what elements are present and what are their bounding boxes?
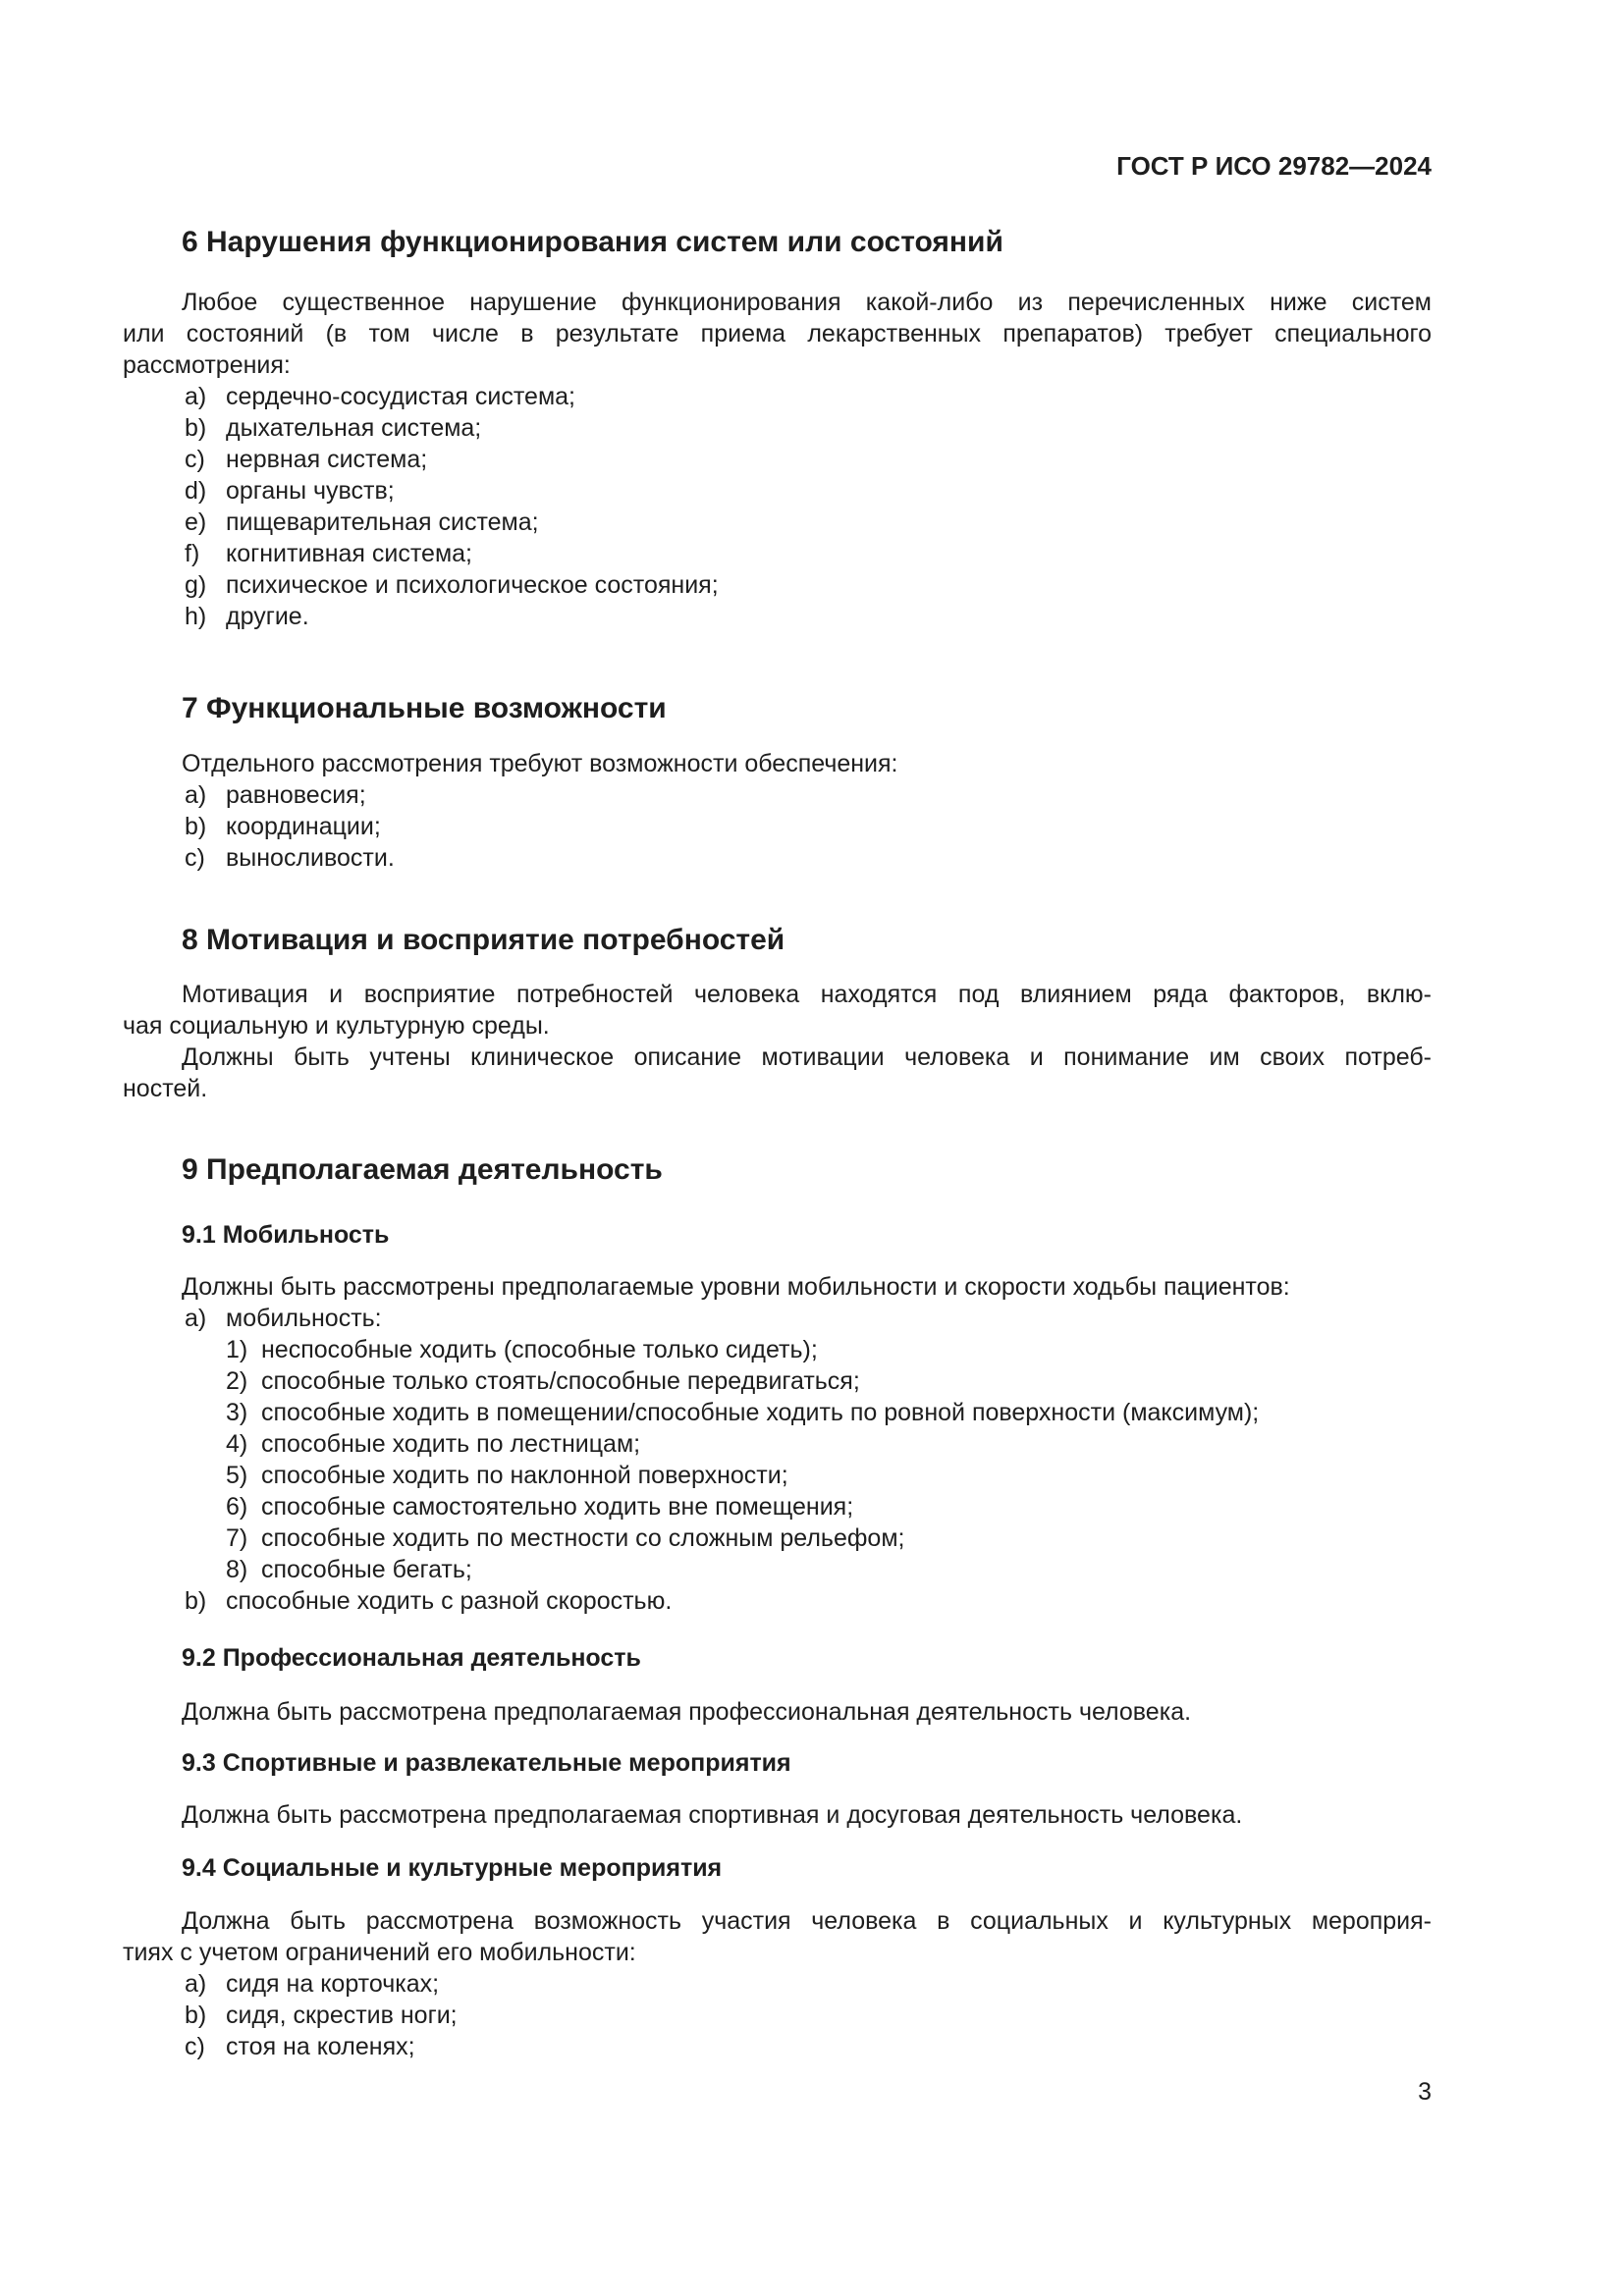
list-item-text: способные ходить по лестницам;	[261, 1430, 641, 1458]
list-item-text: неспособные ходить (способные только сидеть);	[261, 1336, 818, 1363]
list-item	[123, 601, 1432, 632]
list-item-text: пищеварительная система;	[226, 508, 539, 536]
list-item-text: равновесия;	[226, 781, 366, 809]
list-item-text: способные ходить с разной скоростью.	[226, 1587, 673, 1615]
list-marker: d)	[185, 477, 207, 505]
list-item	[123, 1968, 1432, 2000]
list-item-text: сердечно-сосудистая система;	[226, 383, 575, 410]
list-marker: 6)	[226, 1493, 248, 1521]
page-content	[123, 150, 1432, 2108]
list-item	[123, 2000, 1432, 2031]
chapter-6-title: 6 Нарушения функционирования систем или состояний	[182, 226, 1003, 258]
paragraph-line: Должна быть рассмотрена возможность участия человека в социальных и культурных мероприя-	[182, 1907, 1432, 1935]
list-marker: 7)	[226, 1524, 248, 1552]
list-marker: 5)	[226, 1462, 248, 1489]
list-marker: b)	[185, 1587, 207, 1615]
page-number: 3	[1418, 2078, 1432, 2106]
list-subitem	[123, 1522, 1432, 1554]
list-marker: 3)	[226, 1399, 248, 1426]
list-marker: b)	[185, 2002, 207, 2029]
subsection-9-4-title: 9.4 Социальные и культурные мероприятия	[182, 1854, 723, 1882]
list-item-text: способные ходить по местности со сложным рельефом;	[261, 1524, 905, 1552]
paragraph-line: Любое существенное нарушение функционирования какой-либо из перечисленных ниже систем	[182, 289, 1432, 316]
list-item	[123, 842, 1432, 874]
list-item-text: мобильность:	[226, 1305, 382, 1332]
list-subitem	[123, 1397, 1432, 1428]
list-marker: c)	[185, 844, 205, 872]
list-item-text: сидя на корточках;	[226, 1970, 440, 1998]
list-item-text: другие.	[226, 603, 309, 630]
list-item-text: стоя на коленях;	[226, 2033, 415, 2060]
list-marker: a)	[185, 1970, 207, 1998]
list-item	[123, 475, 1432, 507]
list-item-text: нервная система;	[226, 446, 428, 473]
paragraph-line: рассмотрения:	[123, 351, 291, 379]
paragraph-line: Отдельного рассмотрения требуют возможности обеспечения:	[182, 750, 898, 777]
paragraph-line: Должны быть учтены клиническое описание мотивации человека и понимание им своих потреб-	[182, 1043, 1432, 1071]
list-subitem	[123, 1554, 1432, 1585]
list-subitem	[123, 1491, 1432, 1522]
list-item	[123, 811, 1432, 842]
list-marker: h)	[185, 603, 207, 630]
list-marker: 2)	[226, 1367, 248, 1395]
list-marker: 8)	[226, 1556, 248, 1583]
list-marker: c)	[185, 446, 205, 473]
list-marker: g)	[185, 571, 207, 599]
paragraph-line: Должна быть рассмотрена предполагаемая спортивная и досуговая деятельность человека.	[182, 1801, 1243, 1829]
list-item-text: способные ходить в помещении/способные ходить по ровной поверхности (максимум);	[261, 1399, 1260, 1426]
subsection-9-1-title: 9.1 Мобильность	[182, 1221, 390, 1249]
list-item-text: дыхательная система;	[226, 414, 482, 442]
list-item-text: способные самостоятельно ходить вне помещения;	[261, 1493, 854, 1521]
list-item-text: психическое и психологическое состояния;	[226, 571, 719, 599]
paragraph-line: Должны быть рассмотрены предполагаемые уровни мобильности и скорости ходьбы пациентов:	[182, 1273, 1290, 1301]
paragraph-line: Должна быть рассмотрена предполагаемая профессиональная деятельность человека.	[182, 1698, 1192, 1726]
list-item-text: сидя, скрестив ноги;	[226, 2002, 458, 2029]
paragraph-line: Мотивация и восприятие потребностей человека находятся под влиянием ряда факторов, вклю-	[182, 981, 1432, 1008]
list-item-text: когнитивная система;	[226, 540, 472, 567]
list-marker: c)	[185, 2033, 205, 2060]
list-subitem	[123, 1460, 1432, 1491]
list-marker: 4)	[226, 1430, 248, 1458]
list-marker: e)	[185, 508, 207, 536]
list-item-text: органы чувств;	[226, 477, 395, 505]
list-subitem	[123, 1428, 1432, 1460]
list-marker: a)	[185, 781, 207, 809]
list-item-text: способные ходить по наклонной поверхности;	[261, 1462, 788, 1489]
list-marker: f)	[185, 540, 200, 567]
list-item	[123, 507, 1432, 538]
list-subitem	[123, 1334, 1432, 1365]
list-item	[123, 444, 1432, 475]
list-subitem	[123, 1365, 1432, 1397]
list-item	[123, 1303, 1432, 1334]
list-item	[123, 569, 1432, 601]
list-item-text: координации;	[226, 813, 381, 840]
subsection-9-2-title: 9.2 Профессиональная деятельность	[182, 1644, 641, 1672]
list-item-text: способные бегать;	[261, 1556, 472, 1583]
list-item-text: выносливости.	[226, 844, 395, 872]
chapter-7-title: 7 Функциональные возможности	[182, 692, 667, 724]
paragraph-line: ностей.	[123, 1075, 208, 1102]
list-item	[123, 2031, 1432, 2062]
chapter-9-title: 9 Предполагаемая деятельность	[182, 1153, 663, 1186]
list-marker: b)	[185, 414, 207, 442]
list-item	[123, 538, 1432, 569]
list-item	[123, 412, 1432, 444]
list-marker: 1)	[226, 1336, 248, 1363]
doc-header: ГОСТ Р ИСО 29782—2024	[1116, 151, 1432, 181]
chapter-8-title: 8 Мотивация и восприятие потребностей	[182, 924, 785, 956]
list-marker: b)	[185, 813, 207, 840]
list-marker: a)	[185, 1305, 207, 1332]
paragraph-line: или состояний (в том числе в результате приема лекарственных препаратов) требует специального	[123, 320, 1432, 347]
paragraph-line: чая социальную и культурную среды.	[123, 1012, 550, 1040]
list-item	[123, 1585, 1432, 1617]
list-marker: a)	[185, 383, 207, 410]
list-item	[123, 779, 1432, 811]
subsection-9-3-title: 9.3 Спортивные и развлекательные мероприятия	[182, 1749, 791, 1777]
list-item	[123, 381, 1432, 412]
paragraph-line: тиях с учетом ограничений его мобильности:	[123, 1939, 636, 1966]
list-item-text: способные только стоять/способные передвигаться;	[261, 1367, 860, 1395]
